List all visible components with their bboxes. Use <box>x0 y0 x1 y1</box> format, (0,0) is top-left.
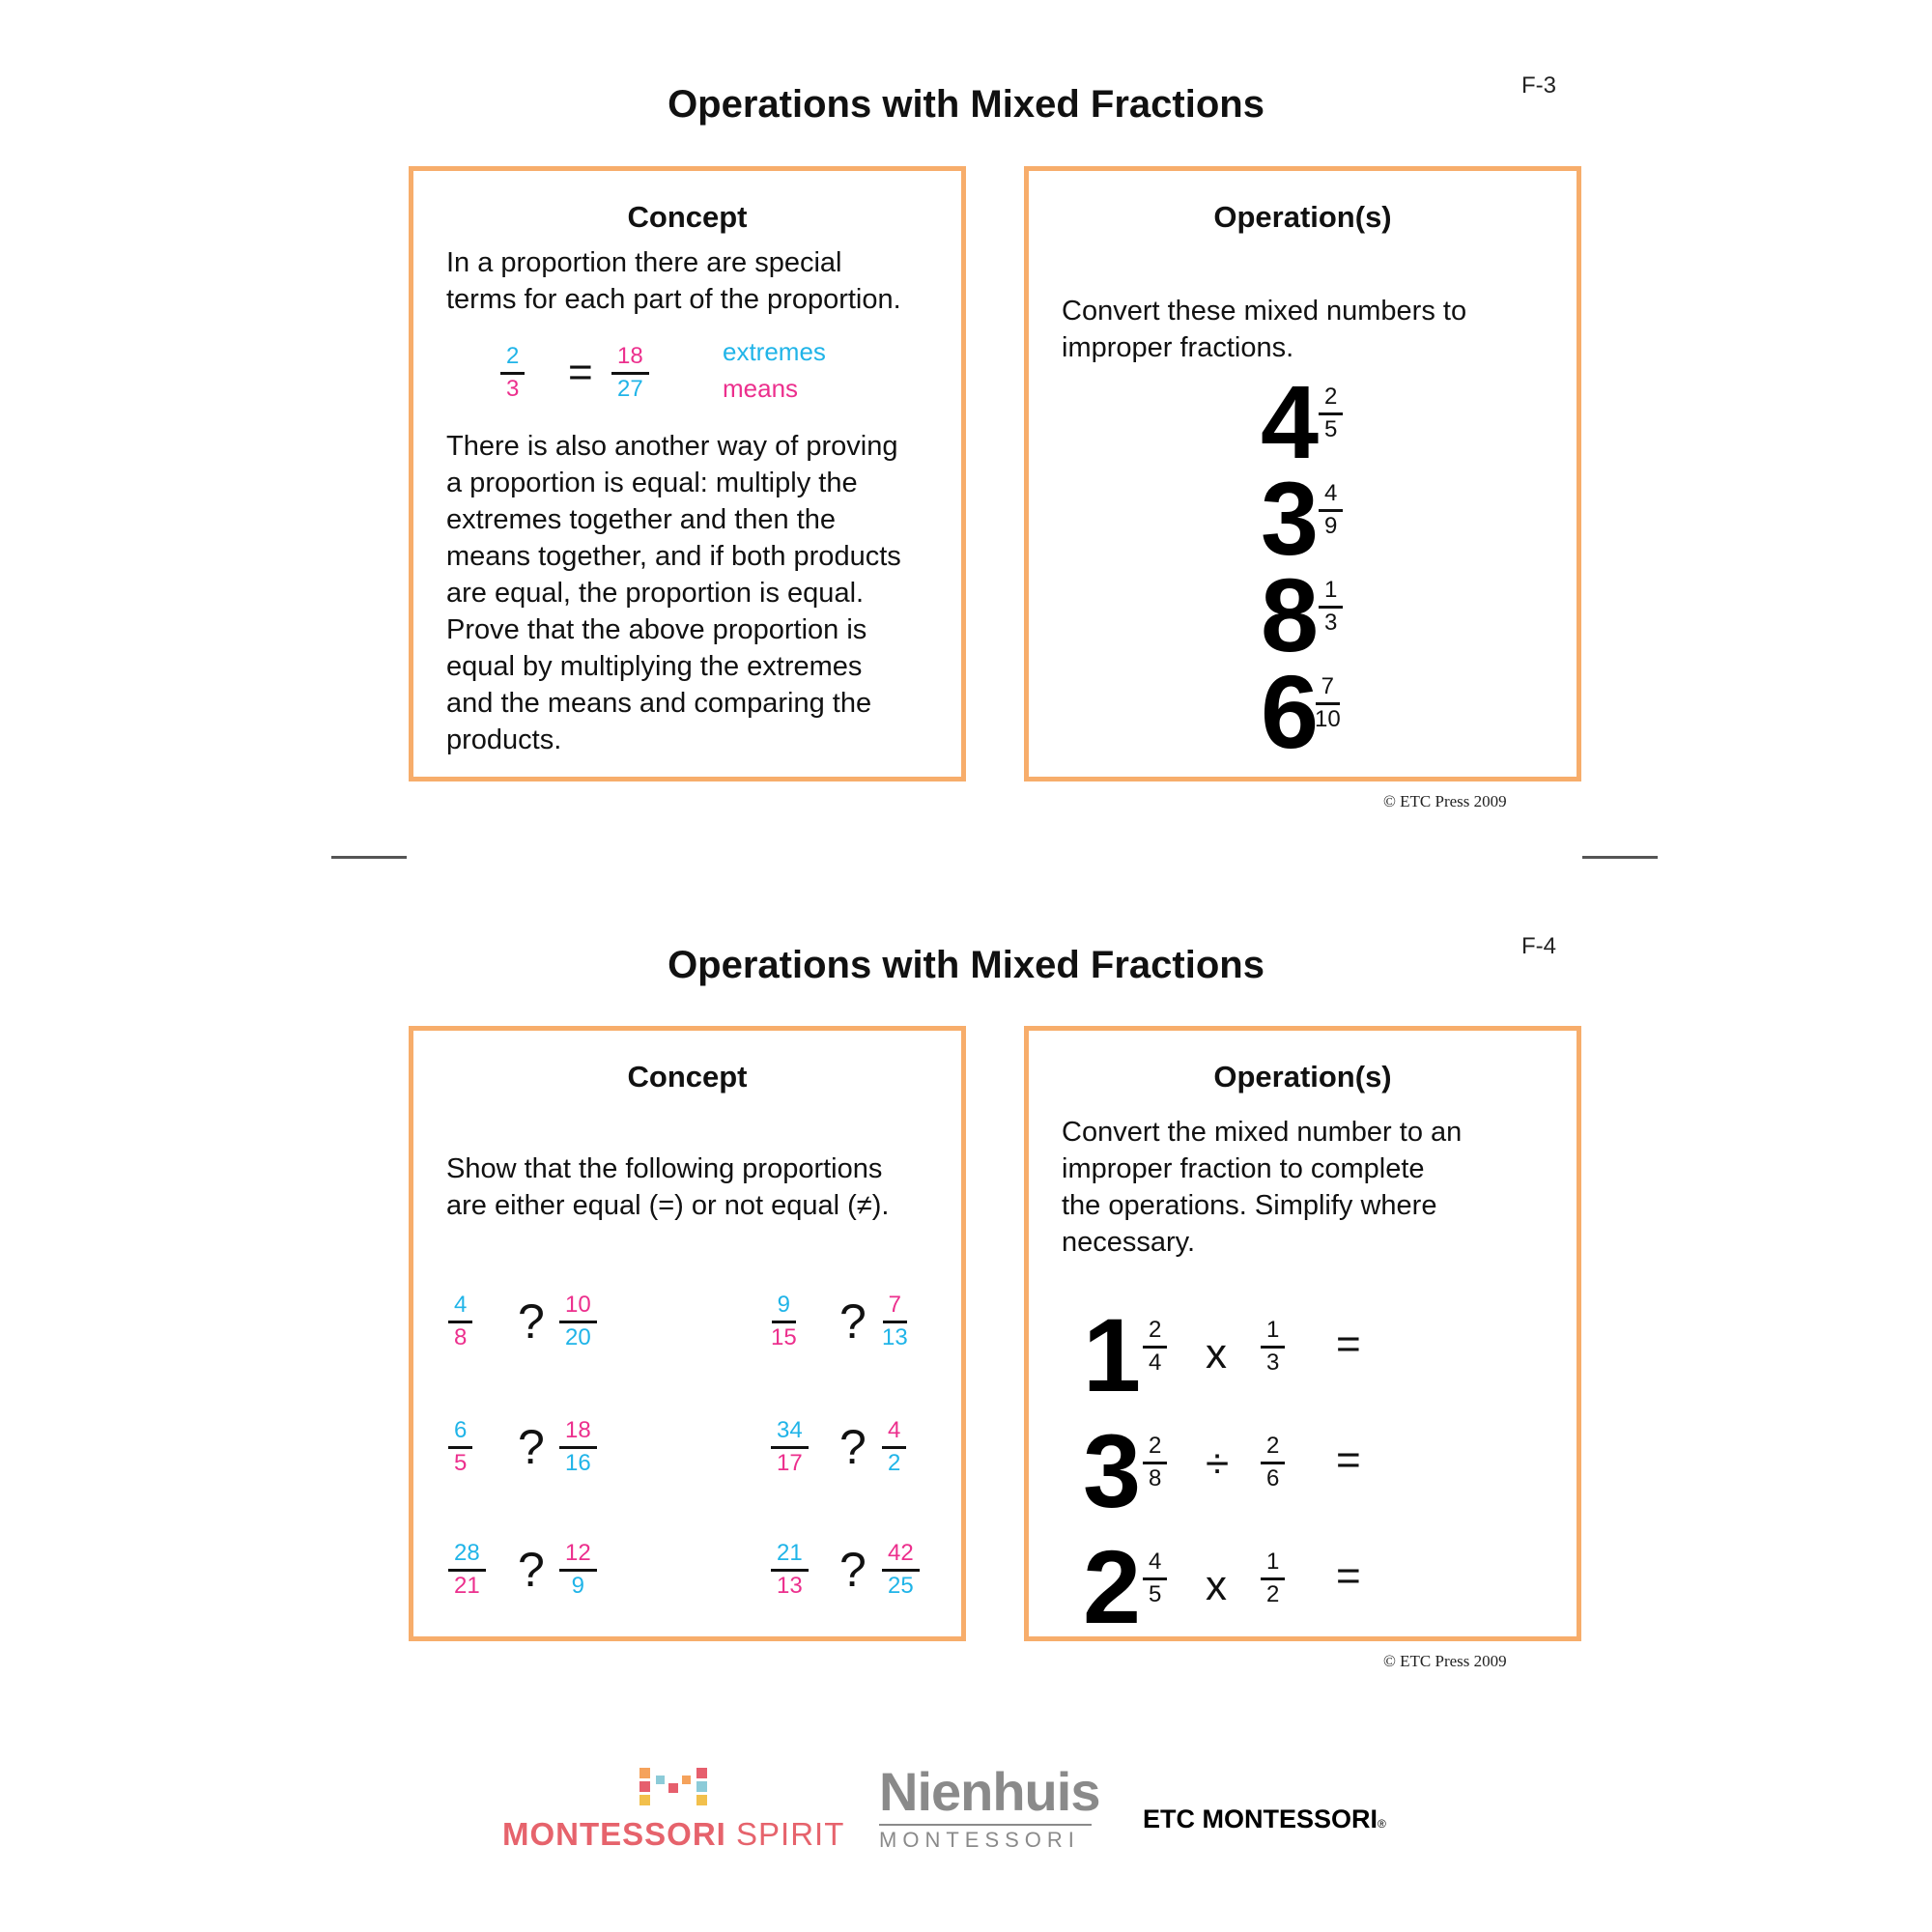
fraction-b <box>882 1417 906 1477</box>
concept-panel <box>409 1026 966 1641</box>
denominator: 4 <box>1149 1350 1162 1376</box>
numerator: 1 <box>1261 1548 1285 1580</box>
numerator: 2 <box>1143 1433 1167 1464</box>
concept-instruction: Show that the following proportions are either equal (=) or not equal (≠). <box>446 1153 890 1221</box>
operations-panel <box>1024 1026 1581 1645</box>
numerator: 2 <box>1261 1433 1285 1464</box>
concept-body: There is also another way of proving a proportion is equal: multiply the extremes together and then the means together, and if both products are equal, the proportion is equal. Prove that the above proportion is equal by multiplying the extremes and the means and comparing the products. <box>446 431 901 755</box>
fraction-b <box>882 1540 920 1600</box>
denominator: 3 <box>1266 1350 1280 1376</box>
logo-text: ETC MONTESSORI <box>1143 1804 1378 1833</box>
logo-text: MONTESSORI <box>502 1816 726 1852</box>
concept-heading: Concept <box>627 200 748 234</box>
numerator: 9 <box>772 1292 796 1323</box>
fraction-b <box>882 1292 908 1351</box>
etc-montessori-logo <box>1143 1804 1386 1834</box>
legend-means: means <box>723 374 799 403</box>
whole-number: 2 <box>1083 1528 1142 1645</box>
fraction <box>1143 1433 1167 1492</box>
operations-heading: Operation(s) <box>1213 200 1392 234</box>
question-mark: ? <box>518 1420 545 1474</box>
question-mark: ? <box>518 1294 545 1349</box>
concept-heading: Concept <box>627 1060 748 1094</box>
fraction <box>1261 1548 1285 1608</box>
denominator: 8 <box>454 1324 468 1350</box>
denominator: 3 <box>506 376 520 402</box>
denominator: 13 <box>777 1573 803 1599</box>
fraction-a <box>448 1292 472 1351</box>
fraction-b <box>559 1292 597 1351</box>
equals-sign: = <box>1336 1552 1361 1600</box>
equals-sign: = <box>1336 1321 1361 1368</box>
numerator: 21 <box>771 1540 809 1572</box>
fraction <box>1319 480 1343 540</box>
denominator: 15 <box>771 1324 797 1350</box>
question-mark: ? <box>839 1294 867 1349</box>
denominator: 8 <box>1149 1465 1162 1492</box>
denominator: 16 <box>565 1450 591 1476</box>
cut-mark-left <box>331 856 407 859</box>
operations-instruction: Convert these mixed numbers to improper fractions. <box>1062 296 1467 363</box>
denominator: 27 <box>617 376 643 402</box>
numerator: 10 <box>559 1292 597 1323</box>
whole-number: 6 <box>1261 653 1320 770</box>
fraction <box>1315 673 1341 733</box>
numerator: 42 <box>882 1540 920 1572</box>
numerator: 1 <box>1319 577 1343 609</box>
card-code: F-4 <box>1521 933 1556 959</box>
logo-text: Nienhuis <box>879 1761 1100 1822</box>
denominator: 20 <box>565 1324 591 1350</box>
question-mark: ? <box>839 1543 867 1597</box>
fraction-b <box>559 1540 597 1600</box>
numerator: 7 <box>883 1292 907 1323</box>
whole-number: 4 <box>1261 363 1320 480</box>
denominator: 5 <box>454 1450 468 1476</box>
operations-panel <box>1024 166 1581 781</box>
fraction <box>1143 1548 1167 1608</box>
fraction-a <box>448 1417 472 1477</box>
denominator: 2 <box>1266 1581 1280 1607</box>
concept-intro: In a proportion there are special terms for each part of the proportion. <box>446 247 901 315</box>
equals-sign: = <box>1336 1436 1361 1484</box>
legend-extremes: extremes <box>723 337 826 366</box>
denominator: 9 <box>571 1573 585 1599</box>
fraction <box>1261 1433 1285 1492</box>
numerator: 28 <box>448 1540 486 1572</box>
nienhuis-logo <box>879 1761 1100 1853</box>
denominator: 21 <box>454 1573 480 1599</box>
numerator: 2 <box>1143 1317 1167 1349</box>
fraction-a <box>771 1292 797 1351</box>
fraction <box>1261 1317 1285 1377</box>
numerator: 4 <box>882 1417 906 1449</box>
whole-number: 1 <box>1083 1296 1142 1413</box>
denominator: 5 <box>1149 1581 1162 1607</box>
denominator: 10 <box>1315 706 1341 732</box>
copyright: © ETC Press 2009 <box>1383 792 1507 810</box>
numerator: 1 <box>1261 1317 1285 1349</box>
denominator: 5 <box>1324 416 1338 442</box>
numerator: 2 <box>1319 384 1343 415</box>
copyright: © ETC Press 2009 <box>1383 1652 1507 1670</box>
numerator: 4 <box>1319 480 1343 512</box>
question-mark: ? <box>839 1420 867 1474</box>
whole-number: 3 <box>1083 1412 1142 1529</box>
numerator: 2 <box>500 343 525 375</box>
question-mark: ? <box>518 1543 545 1597</box>
divide-sign: ÷ <box>1206 1440 1230 1488</box>
equals-sign: = <box>568 349 593 396</box>
numerator: 4 <box>448 1292 472 1323</box>
montessori-spirit-mark-icon <box>636 1766 713 1808</box>
numerator: 4 <box>1143 1548 1167 1580</box>
cut-mark-right <box>1582 856 1658 859</box>
denominator: 13 <box>882 1324 908 1350</box>
denominator: 17 <box>777 1450 803 1476</box>
denominator: 2 <box>888 1450 901 1476</box>
fraction <box>1319 577 1343 637</box>
numerator: 6 <box>448 1417 472 1449</box>
multiply-sign: x <box>1206 1330 1227 1378</box>
fraction-b <box>559 1417 597 1477</box>
card-code: F-3 <box>1521 72 1556 99</box>
registered-mark: ® <box>1378 1817 1386 1831</box>
operations-heading: Operation(s) <box>1213 1060 1392 1094</box>
fraction-a <box>448 1540 486 1600</box>
concept-panel <box>409 166 966 781</box>
numerator: 34 <box>771 1417 809 1449</box>
whole-number: 8 <box>1261 556 1320 673</box>
denominator: 6 <box>1266 1465 1280 1492</box>
numerator: 7 <box>1316 673 1340 705</box>
fraction-left <box>500 343 525 403</box>
denominator: 3 <box>1324 610 1338 636</box>
numerator: 12 <box>559 1540 597 1572</box>
operations-instruction: Convert the mixed number to an improper fraction to complete the operations. Simplify where necessary. <box>1062 1117 1463 1258</box>
denominator: 9 <box>1324 513 1338 539</box>
logo-text: MONTESSORI <box>879 1824 1092 1853</box>
logo-text: SPIRIT <box>736 1816 845 1852</box>
numerator: 18 <box>611 343 649 375</box>
fraction-a <box>771 1417 809 1477</box>
fraction-right <box>611 343 649 403</box>
fraction <box>1143 1317 1167 1377</box>
multiply-sign: x <box>1206 1562 1227 1609</box>
fraction <box>1319 384 1343 443</box>
card-title: Operations with Mixed Fractions <box>668 944 1264 986</box>
numerator: 18 <box>559 1417 597 1449</box>
whole-number: 3 <box>1261 460 1320 577</box>
denominator: 25 <box>888 1573 914 1599</box>
card-title: Operations with Mixed Fractions <box>668 83 1264 126</box>
fraction-a <box>771 1540 809 1600</box>
